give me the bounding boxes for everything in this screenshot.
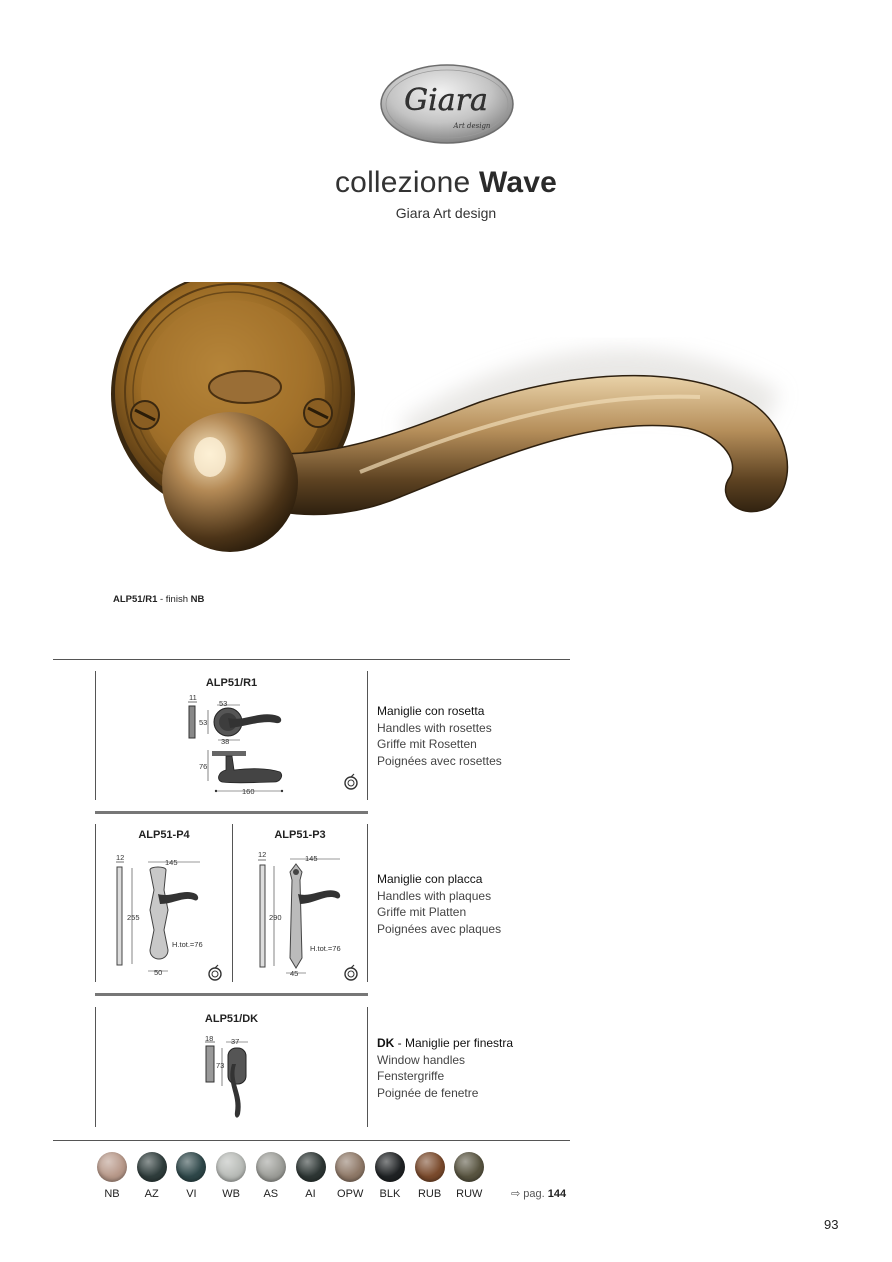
divider [95, 824, 96, 982]
pag-label: pag. [523, 1188, 545, 1200]
divider [367, 1007, 368, 1127]
product-code-p3: ALP51-P3 [274, 829, 326, 841]
finish-label-wb: WB [222, 1188, 240, 1200]
dim-p3-htot: H.tot.=76 [310, 944, 341, 953]
dim-p4-height: 255 [127, 913, 140, 922]
divider [232, 824, 233, 982]
p4-technical-drawing [110, 850, 220, 982]
hero-caption [113, 594, 204, 605]
hero-handle-image [100, 282, 800, 562]
title-bold: Wave [478, 166, 558, 199]
finish-swatch-nb [97, 1152, 127, 1182]
finish-label-as: AS [263, 1188, 279, 1200]
finish-label-blk: BLK [379, 1188, 401, 1200]
finish-swatch-az [137, 1152, 167, 1182]
arrow-right-icon: ⇨ [511, 1188, 521, 1200]
logo-tagline: Art design [453, 122, 491, 130]
dim-r1-rosette-height: 53 [199, 718, 208, 727]
divider [367, 824, 368, 982]
finish-label-ai: AI [305, 1188, 316, 1200]
desc-en: Handles with rosettes [377, 720, 492, 735]
dim-p4-htot: H.tot.=76 [172, 940, 203, 949]
finish-swatch-vi [176, 1152, 206, 1182]
dim-p3-width: 45 [290, 969, 299, 978]
desc-en: Handles with plaques [377, 888, 492, 903]
dim-dk-thickness: 18 [205, 1034, 214, 1043]
finish-label-rub: RUB [417, 1188, 442, 1200]
finish-swatch-ai [296, 1152, 326, 1182]
row-separator [95, 993, 368, 996]
caption-code: ALP51/R1 [113, 594, 158, 605]
page-number: 93 [824, 1217, 839, 1232]
dim-r1-projection: 76 [199, 762, 208, 771]
finish-label-vi: VI [186, 1188, 197, 1200]
dim-p4-thickness: 12 [116, 853, 125, 862]
finish-label-opw: OPW [337, 1188, 364, 1200]
dim-r1-thickness: 11 [189, 693, 197, 702]
desc-it: Maniglie con placca [377, 872, 483, 886]
dim-r1-rosette-width: 53 [219, 699, 228, 708]
finish-swatch-as [256, 1152, 286, 1182]
reversible-icon [343, 964, 359, 987]
finish-swatch-rub [415, 1152, 445, 1182]
page-reference [511, 1187, 566, 1200]
product-code-r1: ALP51/R1 [205, 677, 258, 689]
finish-label-az: AZ [144, 1188, 159, 1200]
finish-label-ruw: RUW [456, 1188, 483, 1200]
dim-p3-thickness: 12 [258, 850, 267, 859]
finish-swatch-wb [216, 1152, 246, 1182]
caption-finish: NB [190, 594, 205, 605]
dk-description [377, 1035, 513, 1101]
dim-r1-neck: 38 [221, 737, 230, 746]
desc-de: Griffe mit Rosetten [377, 737, 477, 751]
divider [367, 671, 368, 800]
r1-description [377, 703, 502, 769]
logo-wordmark: Giara [404, 83, 488, 118]
desc-fr: Poignée de fenetre [377, 1085, 479, 1100]
r1-technical-drawing [170, 693, 300, 800]
reversible-icon [343, 773, 359, 796]
dim-r1-length: 160 [242, 787, 255, 796]
dim-p3-length: 145 [305, 854, 318, 863]
dim-dk-height: 73 [216, 1061, 225, 1070]
product-code-p4: ALP51-P4 [138, 829, 190, 841]
p3-technical-drawing [252, 850, 362, 982]
reversible-icon [207, 964, 223, 987]
desc-en: Window handles [377, 1052, 466, 1067]
caption-separator: - finish [157, 594, 191, 605]
page-subtitle: Giara Art design [395, 205, 497, 221]
divider [95, 1007, 96, 1127]
desc-de: Fenstergriffe [377, 1069, 445, 1083]
row-separator [95, 811, 368, 814]
desc-de: Griffe mit Platten [377, 905, 467, 919]
desc-it: - Maniglie per finestra [394, 1036, 514, 1050]
dim-p3-height: 290 [269, 913, 282, 922]
finish-swatch-blk [375, 1152, 405, 1182]
title-light: collezione [334, 166, 471, 199]
divider [95, 671, 96, 800]
dim-p4-width: 50 [154, 968, 163, 977]
pag-number: 144 [547, 1188, 567, 1200]
finish-swatch-ruw [454, 1152, 484, 1182]
dim-p4-length: 145 [165, 858, 178, 867]
desc-it: Maniglie con rosetta [377, 704, 485, 718]
table-bottom-rule [53, 1140, 570, 1141]
dim-dk-width: 37 [231, 1037, 240, 1046]
table-top-rule [53, 659, 570, 660]
giara-logo [380, 64, 514, 144]
finish-swatch-opw [335, 1152, 365, 1182]
dk-technical-drawing [200, 1034, 260, 1124]
product-code-dk: ALP51/DK [204, 1013, 259, 1025]
finish-label-nb: NB [104, 1188, 120, 1200]
page-title [0, 166, 892, 200]
desc-dk-code: DK [377, 1036, 395, 1050]
plaques-description [377, 871, 501, 937]
desc-fr: Poignées avec plaques [377, 921, 502, 936]
desc-fr: Poignées avec rosettes [377, 753, 502, 768]
